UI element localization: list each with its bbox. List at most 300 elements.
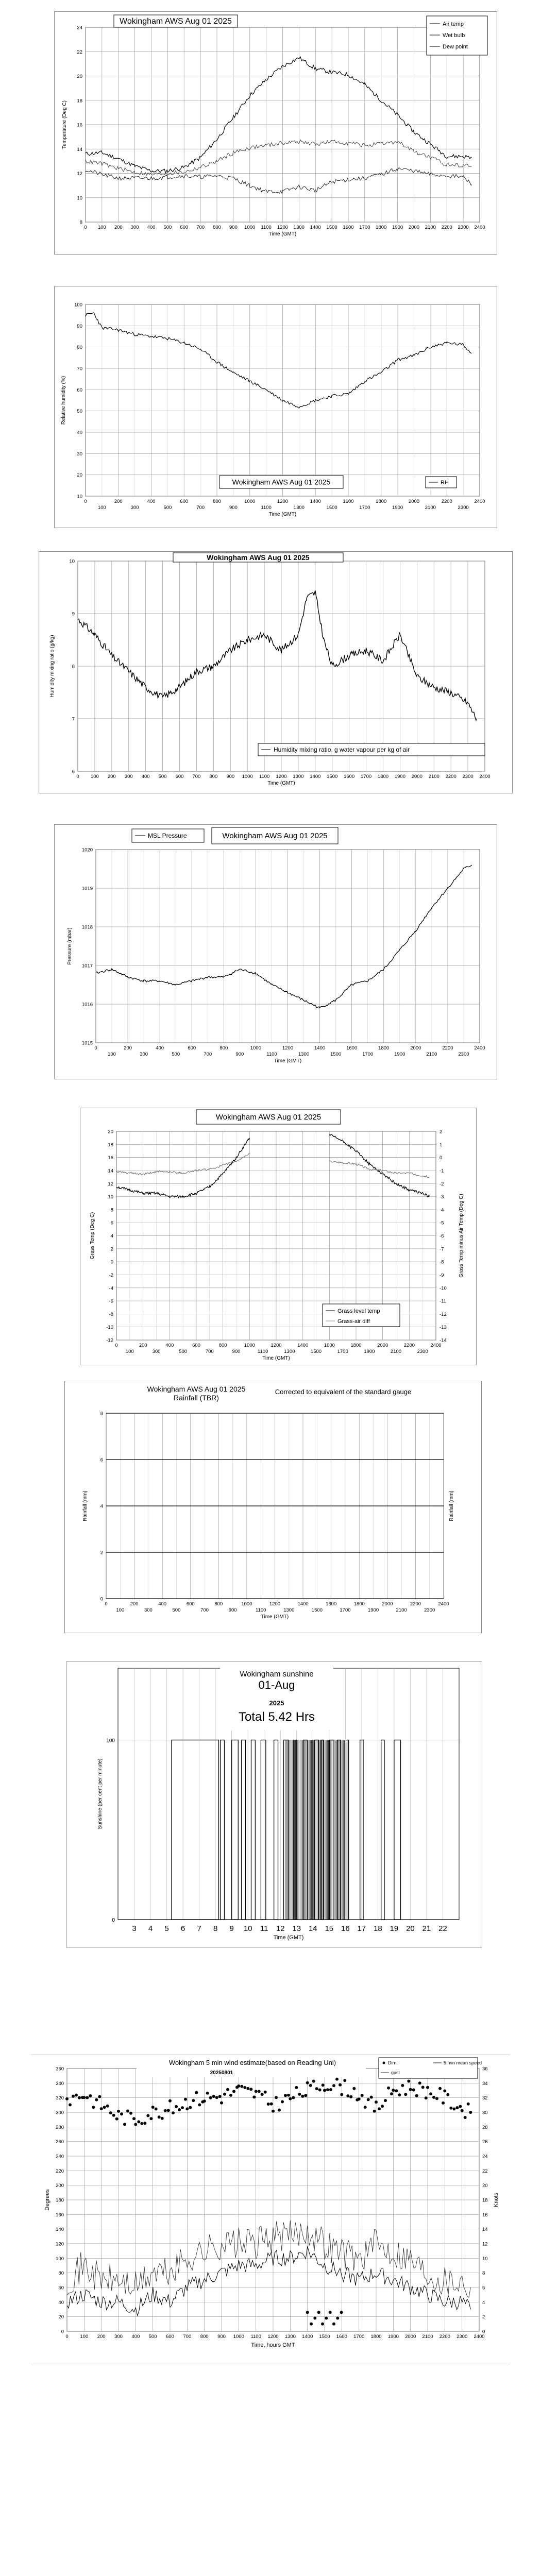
x-tick-label: 400 xyxy=(131,2334,140,2340)
temperature-chart xyxy=(55,12,498,255)
direction-point xyxy=(220,2102,223,2105)
x-tick-label: 300 xyxy=(124,774,133,779)
y2-tick-label: -4 xyxy=(439,1207,444,1213)
chart-title: Wokingham AWS Aug 01 2025 xyxy=(222,832,328,840)
y-tick-label: -6 xyxy=(109,1298,113,1304)
x-tick-label: 1800 xyxy=(350,1343,362,1348)
legend-label: 5 min mean speed xyxy=(444,2060,482,2065)
direction-point xyxy=(106,2105,109,2108)
direction-point xyxy=(469,2111,472,2114)
x-tick-label: 500 xyxy=(158,774,167,779)
x-tick-label: 100 xyxy=(116,1607,125,1613)
direction-point xyxy=(209,2096,212,2099)
x-tick-label: 6 xyxy=(180,1924,185,1933)
x-tick-label: 2100 xyxy=(425,505,436,511)
x-tick-label: 200 xyxy=(97,2334,106,2340)
x-tick-label: 12 xyxy=(276,1924,285,1933)
y2-axis-label: Grass Temp minus Air Temp (Deg C) xyxy=(459,1194,464,1278)
chart-note: Corrected to equivalent of the standard gauge xyxy=(275,1388,412,1396)
x-tick-label: 200 xyxy=(139,1343,147,1348)
direction-point xyxy=(373,2110,376,2113)
x-tick-label: 2000 xyxy=(382,1601,393,1607)
x-tick-label: 17 xyxy=(357,1924,366,1933)
y2-tick-label: 0 xyxy=(482,2329,485,2335)
direction-point xyxy=(315,2087,318,2090)
x-tick-label: 1800 xyxy=(376,499,387,504)
x-tick-label: 1900 xyxy=(392,225,403,230)
y-tick-label: 40 xyxy=(77,430,82,436)
x-axis-label: Time (GMT) xyxy=(267,781,295,786)
direction-point xyxy=(432,2096,435,2099)
x-tick-label: 2200 xyxy=(403,1343,415,1348)
y-tick-label: 1015 xyxy=(81,1040,93,1046)
direction-point xyxy=(240,2085,243,2088)
x-tick-label: 300 xyxy=(114,2334,123,2340)
y-tick-label: 50 xyxy=(77,409,82,415)
y-tick-label: 14 xyxy=(108,1168,113,1174)
x-tick-label: 11 xyxy=(260,1924,268,1933)
chart-subtitle: 01-Aug xyxy=(258,1679,295,1691)
y-tick-label: 12 xyxy=(77,171,82,177)
x-tick-label: 0 xyxy=(65,2334,69,2340)
y-tick-label: -10 xyxy=(106,1325,113,1331)
x-tick-label: 900 xyxy=(232,1349,241,1354)
x-tick-label: 1200 xyxy=(276,774,287,779)
x-tick-label: 1800 xyxy=(370,2334,382,2340)
x-tick-label: 1700 xyxy=(353,2334,365,2340)
x-tick-label: 1300 xyxy=(293,505,305,511)
x-tick-label: 500 xyxy=(163,225,172,230)
pressure-chart-panel xyxy=(54,824,497,1079)
y-tick-label: 18 xyxy=(108,1142,113,1148)
y-tick-label: 0 xyxy=(61,2329,64,2335)
x-tick-label: 1500 xyxy=(326,225,337,230)
x-tick-label: 20 xyxy=(406,1924,415,1933)
x-tick-label: 2200 xyxy=(410,1601,421,1607)
chart-date: 20250801 xyxy=(210,2070,233,2076)
x-tick-label: 2000 xyxy=(377,1343,388,1348)
x-tick-label: 0 xyxy=(76,774,79,779)
y-tick-label: 180 xyxy=(56,2197,64,2204)
x-tick-label: 400 xyxy=(156,1045,164,1051)
x-tick-label: 2400 xyxy=(474,499,485,504)
x-tick-label: 0 xyxy=(84,499,87,504)
x-tick-label: 1100 xyxy=(257,1349,268,1354)
rainfall-chart xyxy=(65,1381,482,1634)
y-tick-label: 8 xyxy=(79,219,82,226)
x-tick-label: 1700 xyxy=(340,1607,351,1613)
direction-point xyxy=(336,2317,339,2320)
direction-point xyxy=(151,2106,155,2109)
x-tick-label: 1300 xyxy=(293,225,305,230)
x-tick-label: 1500 xyxy=(311,1607,323,1613)
x-tick-label: 900 xyxy=(228,1607,237,1613)
x-tick-label: 200 xyxy=(114,499,123,504)
y2-axis-label: Rainfall (mm) xyxy=(449,1490,454,1521)
y2-tick-label: -2 xyxy=(439,1181,444,1187)
y2-tick-label: -11 xyxy=(439,1298,447,1304)
direction-point xyxy=(329,2311,332,2314)
x-tick-label: 300 xyxy=(144,1607,153,1613)
x-tick-label: 900 xyxy=(229,505,238,511)
chart-subtitle: Rainfall (TBR) xyxy=(174,1394,219,1402)
direction-point xyxy=(287,2094,290,2097)
y-tick-label: 1016 xyxy=(81,1002,93,1008)
x-tick-label: 2300 xyxy=(457,2334,468,2340)
x-tick-label: 1400 xyxy=(310,499,321,504)
direction-point xyxy=(69,2104,72,2107)
x-tick-label: 13 xyxy=(292,1924,301,1933)
direction-point xyxy=(109,2111,112,2114)
x-tick-label: 600 xyxy=(188,1045,196,1051)
x-tick-label: 2400 xyxy=(474,225,485,230)
y-tick-label: 30 xyxy=(77,451,82,457)
chart-year: 2025 xyxy=(269,1699,284,1707)
y-tick-label: 100 xyxy=(106,1738,115,1744)
x-tick-label: 1500 xyxy=(310,1349,322,1354)
direction-point xyxy=(149,2117,153,2120)
x-axis-label: Time (GMT) xyxy=(268,231,297,237)
direction-point xyxy=(392,2089,395,2092)
y-tick-label: 140 xyxy=(56,2227,64,2233)
direction-point xyxy=(298,2093,301,2096)
y-tick-label: 20 xyxy=(58,2314,64,2320)
y2-tick-label: -10 xyxy=(439,1285,447,1292)
y-tick-label: 4 xyxy=(110,1233,113,1239)
direction-point xyxy=(375,2100,378,2104)
x-tick-label: 1900 xyxy=(394,1052,405,1057)
y2-tick-label: -7 xyxy=(439,1246,444,1252)
x-tick-label: 1500 xyxy=(326,505,337,511)
direction-point xyxy=(249,2088,252,2091)
x-tick-label: 800 xyxy=(219,1045,228,1051)
x-tick-label: 1200 xyxy=(269,1601,281,1607)
x-tick-label: 1800 xyxy=(353,1601,365,1607)
direction-point xyxy=(415,2094,418,2097)
mixing-ratio-chart xyxy=(39,552,513,794)
x-tick-label: 3 xyxy=(132,1924,137,1933)
chart-title: Wokingham AWS Aug 01 2025 xyxy=(207,553,310,562)
direction-point xyxy=(181,2106,184,2109)
x-axis-label: Time (GMT) xyxy=(273,1935,304,1941)
y-tick-label: 80 xyxy=(58,2270,64,2277)
direction-point xyxy=(146,2114,149,2117)
y-tick-label: 280 xyxy=(56,2124,64,2130)
direction-point xyxy=(86,2096,89,2099)
direction-point xyxy=(100,2107,103,2110)
x-axis-label: Time, hours GMT xyxy=(251,2342,295,2348)
direction-point xyxy=(401,2084,404,2087)
direction-point xyxy=(72,2095,75,2098)
direction-point xyxy=(275,2096,278,2099)
x-tick-label: 1000 xyxy=(233,2334,244,2340)
x-tick-label: 600 xyxy=(180,225,189,230)
direction-point xyxy=(246,2087,249,2090)
x-tick-label: 1800 xyxy=(378,1045,390,1051)
x-tick-label: 1800 xyxy=(377,774,389,779)
x-tick-label: 1100 xyxy=(259,774,270,779)
y2-tick-label: 34 xyxy=(482,2080,488,2087)
legend-label: MSL Pressure xyxy=(148,832,187,839)
y-tick-label: -4 xyxy=(109,1285,113,1292)
x-tick-label: 2300 xyxy=(458,225,469,230)
x-tick-label: 2100 xyxy=(422,2334,433,2340)
y2-tick-label: -13 xyxy=(439,1325,447,1331)
direction-point xyxy=(364,2106,367,2109)
direction-point xyxy=(82,2096,86,2099)
direction-point xyxy=(317,2311,320,2314)
chart-title: Wokingham AWS Aug 01 2025 xyxy=(215,1113,322,1122)
direction-point xyxy=(335,2078,339,2081)
x-tick-label: 700 xyxy=(192,774,201,779)
y-tick-label: 14 xyxy=(77,146,82,152)
y-tick-label: 6 xyxy=(72,769,75,775)
y2-tick-label: 14 xyxy=(482,2227,488,2233)
y-axis-label: Pressure (mbar) xyxy=(67,927,73,965)
legend-label: gust xyxy=(391,2070,400,2075)
y-tick-label: 80 xyxy=(77,345,82,351)
direction-point xyxy=(98,2095,101,2098)
direction-point xyxy=(381,2105,384,2108)
x-tick-label: 2300 xyxy=(458,505,469,511)
y2-tick-label: 0 xyxy=(439,1155,443,1161)
y2-tick-label: -5 xyxy=(439,1220,444,1226)
x-tick-label: 500 xyxy=(163,505,172,511)
y-tick-label: -8 xyxy=(109,1311,113,1317)
x-tick-label: 1600 xyxy=(346,1045,358,1051)
direction-point xyxy=(352,2087,356,2090)
direction-point xyxy=(461,2109,464,2112)
y2-tick-label: 30 xyxy=(482,2110,488,2116)
y-tick-label: 18 xyxy=(77,98,82,104)
x-tick-label: 700 xyxy=(204,1052,212,1057)
direction-point xyxy=(404,2093,407,2096)
direction-point xyxy=(258,2090,261,2093)
y-tick-label: 70 xyxy=(77,366,82,372)
direction-point xyxy=(252,2095,256,2098)
y-tick-label: 7 xyxy=(72,716,75,722)
x-tick-label: 1600 xyxy=(343,499,354,504)
x-tick-label: 1000 xyxy=(242,774,253,779)
direction-point xyxy=(446,2093,449,2096)
y2-tick-label: -14 xyxy=(439,1337,447,1344)
y-tick-label: 6 xyxy=(100,1457,103,1463)
y2-tick-label: 32 xyxy=(482,2095,488,2102)
y-tick-label: 12 xyxy=(108,1181,113,1187)
direction-point xyxy=(442,2102,445,2105)
y-tick-label: 10 xyxy=(77,494,82,500)
direction-point xyxy=(185,2107,189,2110)
x-tick-label: 0 xyxy=(94,1045,97,1051)
y2-tick-label: 16 xyxy=(482,2212,488,2218)
x-tick-label: 2300 xyxy=(458,1052,469,1057)
y2-tick-label: 18 xyxy=(482,2197,488,2204)
x-tick-label: 2300 xyxy=(424,1607,435,1613)
x-tick-label: 1700 xyxy=(362,1052,374,1057)
x-tick-label: 1200 xyxy=(277,225,289,230)
y2-axis-label: Knots xyxy=(493,2192,499,2208)
x-tick-label: 2100 xyxy=(428,774,439,779)
y2-tick-label: -12 xyxy=(439,1311,447,1317)
direction-point xyxy=(449,2107,452,2110)
direction-point xyxy=(343,2079,346,2082)
x-tick-label: 0 xyxy=(105,1601,108,1607)
rainfall-chart-panel xyxy=(64,1381,482,1633)
x-tick-label: 1800 xyxy=(376,225,387,230)
x-tick-label: 300 xyxy=(140,1052,148,1057)
y-axis-label: Rainfall (mm) xyxy=(82,1490,88,1521)
y2-tick-label: 4 xyxy=(482,2299,485,2306)
sunshine-chart-panel xyxy=(66,1662,482,1947)
x-tick-label: 500 xyxy=(172,1052,180,1057)
direction-point xyxy=(129,2112,132,2115)
x-tick-label: 1900 xyxy=(367,1607,379,1613)
y-tick-label: 1017 xyxy=(81,963,93,969)
direction-point xyxy=(421,2086,425,2089)
x-tick-label: 1100 xyxy=(255,1607,266,1613)
x-tick-label: 2000 xyxy=(408,499,420,504)
direction-point xyxy=(467,2103,470,2106)
x-tick-label: 700 xyxy=(183,2334,192,2340)
legend-label: Dirn xyxy=(388,2060,397,2065)
direction-point xyxy=(329,2088,332,2091)
x-tick-label: 1900 xyxy=(394,774,405,779)
direction-point xyxy=(452,2108,455,2111)
y2-tick-label: -1 xyxy=(439,1168,444,1174)
x-tick-label: 900 xyxy=(226,774,235,779)
x-tick-label: 800 xyxy=(213,499,221,504)
direction-point xyxy=(306,2081,309,2084)
direction-point xyxy=(323,2089,326,2092)
y-tick-label: 20 xyxy=(77,472,82,479)
y-tick-label: 220 xyxy=(56,2168,64,2174)
direction-point xyxy=(387,2087,390,2090)
y-tick-label: -12 xyxy=(106,1337,113,1344)
x-tick-label: 2400 xyxy=(479,774,491,779)
y-tick-label: 120 xyxy=(56,2241,64,2247)
legend-swatch xyxy=(383,2062,385,2064)
x-axis-label: Time (GMT) xyxy=(274,1058,302,1064)
direction-point xyxy=(358,2097,361,2100)
chart-title: Wokingham AWS Aug 01 2025 xyxy=(147,1385,246,1393)
direction-point xyxy=(332,2084,335,2087)
direction-point xyxy=(455,2106,459,2109)
direction-point xyxy=(418,2081,421,2084)
wind-chart-panel xyxy=(39,2056,510,2360)
x-tick-label: 100 xyxy=(125,1349,134,1354)
direction-point xyxy=(192,2099,195,2102)
y-tick-label: 6 xyxy=(110,1220,113,1226)
y-tick-label: 1018 xyxy=(81,924,93,930)
x-tick-label: 1400 xyxy=(310,225,321,230)
y-tick-label: -2 xyxy=(109,1272,113,1278)
x-tick-label: 2200 xyxy=(439,2334,450,2340)
direction-point xyxy=(435,2097,438,2100)
direction-point xyxy=(155,2108,158,2111)
x-tick-label: 1300 xyxy=(284,1349,295,1354)
x-tick-label: 900 xyxy=(229,225,238,230)
x-tick-label: 1400 xyxy=(297,1343,309,1348)
y-tick-label: 10 xyxy=(69,558,75,565)
x-tick-label: 1900 xyxy=(364,1349,375,1354)
direction-point xyxy=(281,2100,284,2104)
direction-point xyxy=(370,2096,373,2099)
direction-point xyxy=(218,2095,222,2098)
x-tick-label: 1400 xyxy=(302,2334,313,2340)
x-tick-label: 2000 xyxy=(410,1045,421,1051)
legend-label: RH xyxy=(441,480,449,486)
x-tick-label: 500 xyxy=(179,1349,188,1354)
mixing-ratio-chart-panel xyxy=(39,551,513,793)
y2-tick-label: 12 xyxy=(482,2241,488,2247)
direction-point xyxy=(78,2096,81,2099)
y-tick-label: 2 xyxy=(110,1246,113,1252)
y2-tick-label: 6 xyxy=(482,2285,485,2291)
x-axis-label: Time (GMT) xyxy=(268,512,297,517)
direction-point xyxy=(175,2105,178,2108)
direction-point xyxy=(318,2089,322,2092)
direction-point xyxy=(255,2090,258,2093)
y2-tick-label: 20 xyxy=(482,2183,488,2189)
y-tick-label: 1019 xyxy=(81,886,93,892)
x-tick-label: 800 xyxy=(200,2334,209,2340)
y-tick-label: 10 xyxy=(108,1194,113,1200)
x-tick-label: 100 xyxy=(97,225,106,230)
y-tick-label: 320 xyxy=(56,2095,64,2102)
y2-tick-label: 2 xyxy=(482,2314,485,2320)
x-tick-label: 1400 xyxy=(314,1045,326,1051)
humidity-chart-panel xyxy=(54,286,497,528)
x-tick-label: 22 xyxy=(438,1924,447,1933)
x-tick-label: 800 xyxy=(214,1601,223,1607)
temperature-chart-panel xyxy=(54,11,497,255)
y-tick-label: 8 xyxy=(100,1411,103,1417)
x-tick-label: 400 xyxy=(158,1601,167,1607)
x-tick-label: 1200 xyxy=(277,499,289,504)
x-tick-label: 600 xyxy=(175,774,184,779)
x-tick-label: 600 xyxy=(192,1343,200,1348)
direction-point xyxy=(429,2092,432,2095)
x-tick-label: 1300 xyxy=(293,774,304,779)
y-tick-label: 24 xyxy=(77,25,82,31)
y-axis-label: Relative humidity (%) xyxy=(61,376,66,425)
y-tick-label: 10 xyxy=(77,195,82,201)
y-tick-label: 160 xyxy=(56,2212,64,2218)
direction-point xyxy=(267,2103,270,2106)
x-tick-label: 800 xyxy=(213,225,221,230)
y2-tick-label: 28 xyxy=(482,2124,488,2130)
direction-point xyxy=(384,2099,387,2102)
y2-tick-label: 2 xyxy=(439,1129,443,1135)
direction-point xyxy=(464,2116,467,2119)
direction-point xyxy=(226,2088,229,2091)
x-tick-label: 1700 xyxy=(359,505,370,511)
y-tick-label: 240 xyxy=(56,2154,64,2160)
y-tick-label: 100 xyxy=(74,302,82,308)
y-tick-label: 16 xyxy=(77,122,82,128)
y-tick-label: 260 xyxy=(56,2139,64,2145)
x-tick-label: 1300 xyxy=(283,1607,295,1613)
x-tick-label: 700 xyxy=(196,505,205,511)
direction-point xyxy=(264,2091,267,2094)
x-tick-label: 200 xyxy=(124,1045,132,1051)
direction-point xyxy=(178,2108,181,2111)
direction-point xyxy=(134,2123,137,2126)
y2-tick-label: -9 xyxy=(439,1272,444,1278)
x-tick-label: 400 xyxy=(147,225,156,230)
direction-point xyxy=(140,2122,143,2125)
y-tick-label: 1020 xyxy=(81,847,93,853)
